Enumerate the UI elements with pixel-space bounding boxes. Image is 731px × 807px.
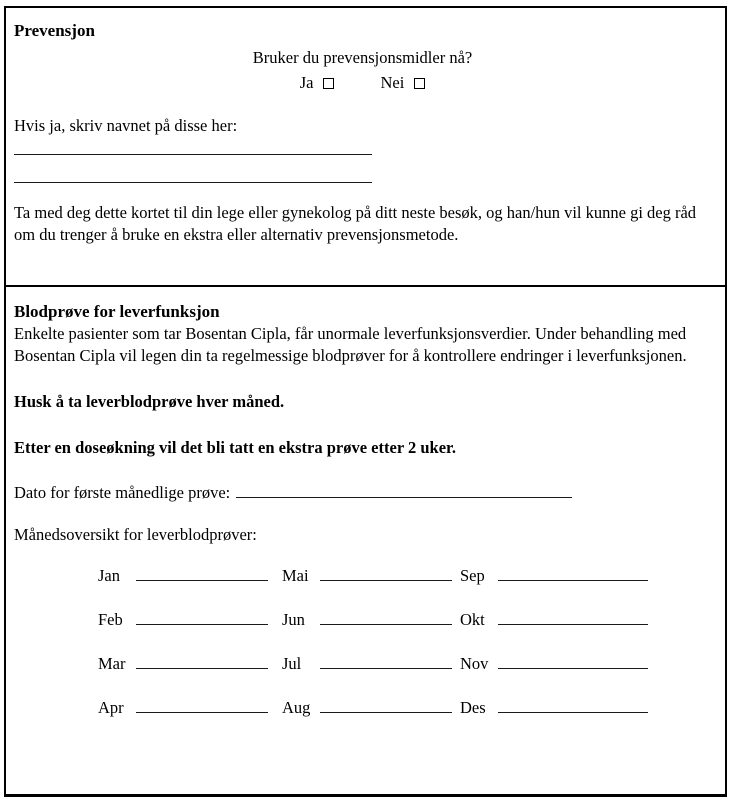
month-entry-nov [460, 654, 656, 674]
month-label: Mar [98, 654, 126, 673]
month-date-line[interactable] [320, 612, 452, 625]
month-date-line[interactable] [136, 612, 268, 625]
month-date-line[interactable] [498, 612, 648, 625]
no-label: Nei [380, 73, 405, 92]
month-date-line[interactable] [136, 700, 268, 713]
first-test-date-row [14, 482, 711, 504]
month-entry-jan [98, 566, 282, 586]
patient-card-sheet [4, 6, 727, 797]
no-checkbox[interactable] [414, 78, 425, 89]
month-row [98, 554, 711, 598]
month-date-line[interactable] [136, 656, 268, 669]
first-test-date-line[interactable] [236, 484, 572, 498]
month-label: Jan [98, 566, 120, 585]
liver-test-intro: Enkelte pasienter som tar Bosentan Cipla, får unormale leverfunksjonsverdier. Under behandling med Bosentan Cipla vil legen din ta regelmessige blodprøver for å kontrollere endringer i leverfunksjonen. [14, 324, 687, 365]
contraceptive-name-line-1[interactable] [14, 139, 372, 155]
contraception-answer-row [14, 72, 711, 94]
month-entry-feb [98, 610, 282, 630]
first-test-date-label: Dato for første månedlige prøve: [14, 483, 231, 502]
month-entry-mar [98, 654, 282, 674]
month-date-line[interactable] [498, 656, 648, 669]
month-entry-aug [282, 698, 460, 718]
month-date-line[interactable] [320, 568, 452, 581]
contraception-section [6, 8, 725, 285]
answer-yes [300, 73, 335, 92]
month-label: Aug [282, 698, 311, 717]
month-row [98, 642, 711, 686]
month-entry-apr [98, 698, 282, 718]
contraception-section-title: Prevensjon [14, 21, 95, 40]
month-label: Feb [98, 610, 123, 629]
if-yes-label: Hvis ja, skriv navnet på disse her: [14, 116, 238, 135]
liver-test-section-title: Blodprøve for leverfunksjon [14, 302, 220, 321]
month-date-line[interactable] [498, 568, 648, 581]
monthly-overview-label: Månedsoversikt for leverblodprøver: [14, 525, 257, 544]
month-date-line[interactable] [136, 568, 268, 581]
month-label: Jun [282, 610, 305, 629]
month-entry-des [460, 698, 656, 718]
month-date-line[interactable] [320, 656, 452, 669]
month-date-line[interactable] [320, 700, 452, 713]
month-entry-sep [460, 566, 656, 586]
month-label: Okt [460, 610, 485, 629]
answer-no [380, 73, 425, 92]
month-label: Nov [460, 654, 489, 673]
month-label: Des [460, 698, 486, 717]
month-entry-okt [460, 610, 656, 630]
yes-label: Ja [299, 73, 314, 92]
month-label: Mai [282, 566, 309, 585]
month-label: Sep [460, 566, 485, 585]
month-date-line[interactable] [498, 700, 648, 713]
month-entry-jul [282, 654, 460, 674]
dose-increase-reminder: Etter en doseøkning vil det bli tatt en ekstra prøve etter 2 uker. [14, 438, 456, 457]
contraception-advice: Ta med deg dette kortet til din lege eller gynekolog på ditt neste besøk, og han/hun vil kunne gi deg råd om du trenger å bruke en ekstra eller alternativ prevensjonsmetode. [14, 203, 697, 244]
monthly-overview-grid [98, 554, 711, 730]
month-label: Apr [98, 698, 124, 717]
month-entry-mai [282, 566, 460, 586]
contraceptive-name-lines [14, 139, 711, 183]
yes-checkbox[interactable] [323, 78, 334, 89]
month-row [98, 598, 711, 642]
month-entry-jun [282, 610, 460, 630]
month-label: Jul [282, 654, 302, 673]
contraceptive-name-line-2[interactable] [14, 155, 372, 183]
monthly-test-reminder: Husk å ta leverblodprøve hver måned. [14, 392, 285, 411]
month-row [98, 686, 711, 730]
liver-test-section [6, 285, 725, 794]
contraception-question: Bruker du prevensjonsmidler nå? [252, 48, 473, 67]
